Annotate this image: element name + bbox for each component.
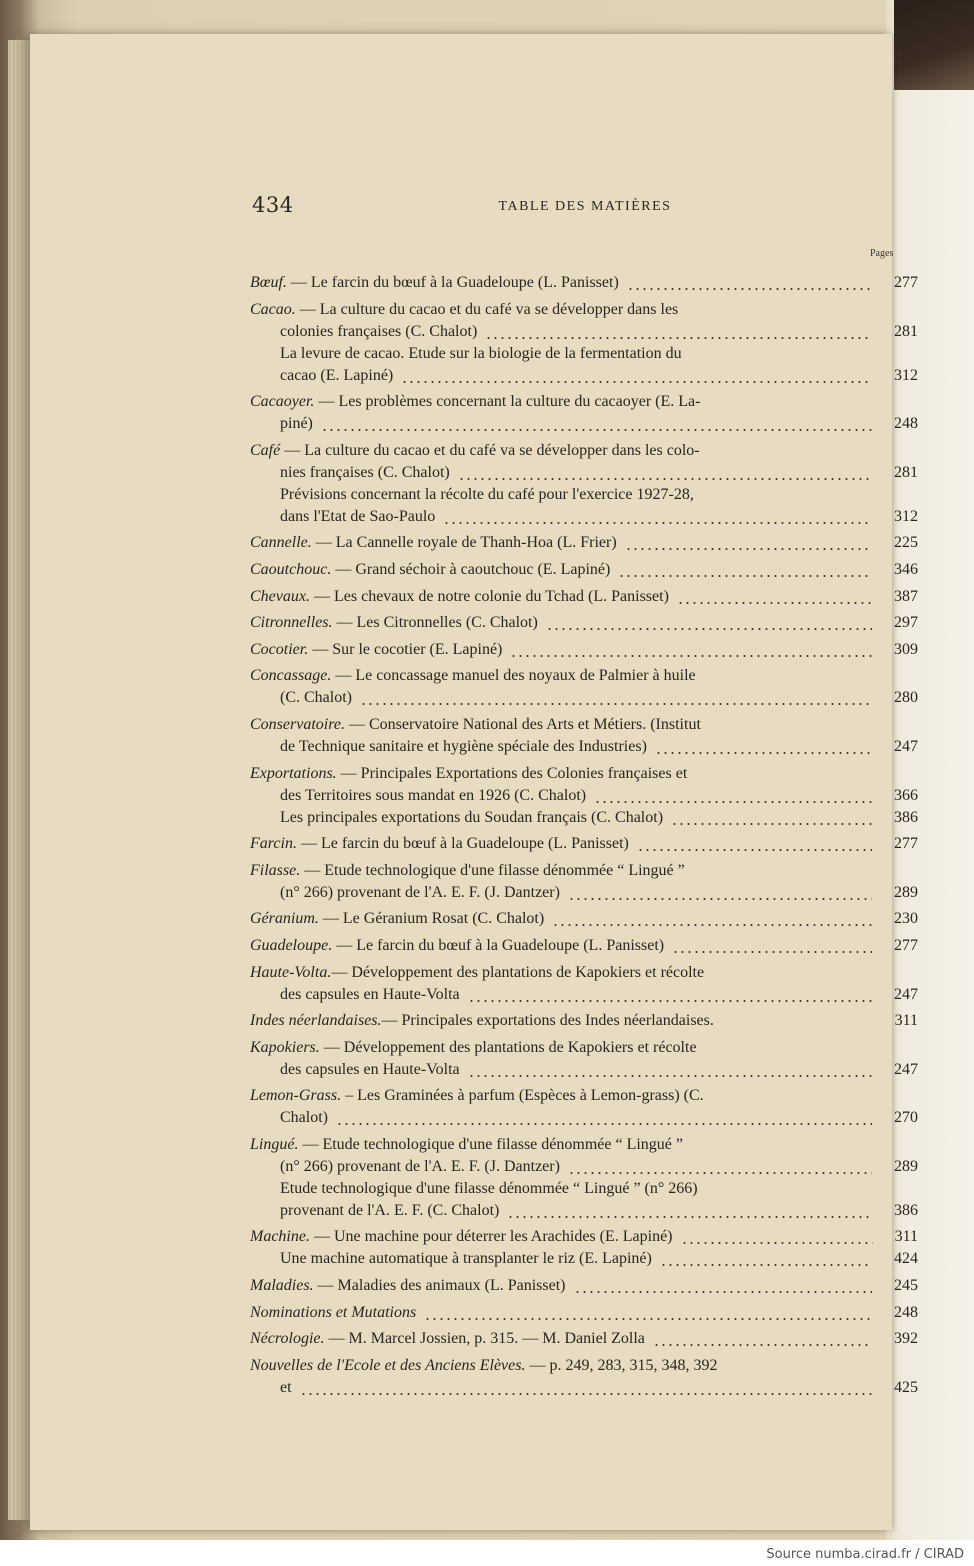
toc-line [250,908,918,930]
toc-keyword: Exportations. [250,764,337,782]
toc-line [250,833,918,855]
toc-line [250,860,918,882]
toc-line [250,1328,918,1350]
toc-keyword: Citronnelles. [250,614,333,632]
toc-keyword: Lemon-Grass. [250,1087,342,1105]
toc-entry [250,962,918,1006]
toc-entry [250,1302,918,1324]
toc-line [250,1200,918,1222]
toc-line-text: Cacaoyer. — Les problèmes concernant la culture du cacaoyer (E. La- [250,393,701,411]
toc-keyword: Bœuf. [250,274,287,291]
toc-page-number: 386 [894,808,918,826]
toc-line [250,984,918,1006]
leader-dots [300,1393,872,1395]
toc-entry [250,763,918,829]
leader-dots [655,752,872,754]
leader-dots [468,1075,872,1077]
toc-line [250,413,918,435]
toc-line-text: Indes néerlandaises.— Principales exportations des Indes néerlandaises. [250,1012,714,1030]
toc-line [250,272,918,294]
toc-entry [250,299,918,387]
toc-line-text: Cannelle. — La Cannelle royale de Thanh-Hoa (L. Frier) [250,534,617,552]
toc-line [250,586,918,608]
toc-entry [250,1010,918,1032]
toc-line [250,532,918,554]
toc-line-text: Lemon-Grass. – Les Graminées à parfum (Espèces à Lemon-grass) (C. [250,1087,704,1105]
leader-dots [485,337,872,339]
leader-dots [594,801,872,803]
toc-keyword: Cannelle. [250,534,312,552]
toc-keyword: Chevaux. [250,587,310,605]
leader-dots [360,703,872,705]
toc-keyword: Nécrologie. [250,1330,325,1348]
toc-page-number: 247 [894,1060,918,1078]
table-of-contents [250,272,918,1403]
toc-keyword: Nominations et Mutations [250,1303,417,1321]
toc-line [250,882,918,904]
toc-line [250,506,918,528]
toc-line-text: des capsules en Haute-Volta [280,985,460,1003]
toc-page-number: 386 [894,1201,918,1219]
leader-dots [568,898,872,900]
toc-line-text: piné) [280,415,313,433]
source-credit: Source numba.cirad.fr / CIRAD [766,1547,964,1562]
toc-entry [250,714,918,758]
leader-dots [546,628,872,630]
toc-entry [250,1226,918,1270]
leader-dots [468,1000,872,1002]
leader-dots [568,1172,872,1174]
leader-dots [627,288,872,290]
toc-page-number: 270 [894,1109,918,1127]
toc-entry [250,272,918,294]
toc-entry [250,665,918,709]
toc-page-number: 248 [894,415,918,433]
toc-page-number: 425 [894,1378,918,1396]
toc-page-number: 247 [894,985,918,1003]
toc-page-number: 311 [894,1228,918,1246]
leader-dots [677,602,872,604]
toc-line [250,612,918,634]
leader-dots [507,1216,872,1218]
toc-entry [250,1085,918,1129]
toc-page-number: 366 [894,786,918,804]
toc-entry [250,860,918,904]
toc-keyword: Farcin. [250,835,297,853]
running-title: TABLE DES MATIÈRES [498,199,672,214]
toc-page-number: 387 [894,587,918,605]
toc-line [250,807,918,829]
page-header [252,193,918,223]
toc-line [250,1302,918,1324]
toc-entry [250,935,918,957]
toc-page-number: 289 [894,883,918,901]
toc-line-text: dans l'Etat de Sao-Paulo [280,507,436,525]
toc-line-text: des Territoires sous mandat en 1926 (C. Chalot) [280,786,587,804]
pages-column-label: Pages [870,248,894,259]
toc-line-text: nies françaises (C. Chalot) [280,463,450,481]
toc-page-number: 289 [894,1157,918,1175]
toc-line-text [250,1304,422,1321]
toc-keyword: Indes néerlandaises. [250,1012,382,1030]
toc-line-text: colonies françaises (C. Chalot) [280,322,478,340]
toc-line-text: Kapokiers. — Développement des plantations de Kapokiers et récolte [250,1038,697,1056]
toc-line-text: provenant de l'A. E. F. (C. Chalot) [280,1201,500,1219]
toc-line-text: Citronnelles. — Les Citronnelles (C. Chalot) [250,614,538,632]
toc-entry [250,391,918,435]
toc-page-number: 225 [894,534,918,552]
toc-entry [250,1355,918,1399]
toc-page-number: 281 [894,322,918,340]
toc-line-text: Maladies. — Maladies des animaux (L. Panisset) [250,1277,566,1295]
toc-keyword: Nouvelles de l'Ecole et des Anciens Elèves. [250,1356,526,1374]
toc-line [250,1107,918,1129]
toc-page-number: 277 [894,835,918,853]
toc-keyword: Géranium. [250,910,319,928]
toc-line-text: Filasse. — Etude technologique d'une filasse dénommée “ Lingué ” [250,861,685,879]
leader-dots [671,823,872,825]
toc-line-text: Guadeloupe. — Le farcin du bœuf à la Guadeloupe (L. Panisset) [250,936,665,954]
toc-line-text: et [280,1378,292,1396]
toc-keyword: Concassage. [250,667,332,685]
toc-line-text: de Technique sanitaire et hygiène spéciale des Industries) [280,737,647,755]
toc-line [250,484,918,506]
toc-line-text: des capsules en Haute-Volta [280,1060,460,1078]
toc-line [250,687,918,709]
toc-line-text: Cacao. — La culture du cacao et du café va se développer dans les [250,300,679,318]
toc-entry [250,908,918,930]
toc-line [250,1226,918,1248]
toc-line-text: Une machine automatique à transplanter le riz (E. Lapiné) [280,1250,652,1268]
toc-line [250,714,918,736]
toc-page-number: 281 [894,463,918,481]
toc-page-number: 277 [894,936,918,954]
toc-page-number: 346 [894,560,918,578]
toc-line [250,665,918,687]
toc-line [250,1377,918,1399]
toc-line-text: Café — La culture du cacao et du café va se développer dans les colo- [250,441,700,459]
leader-dots [618,575,872,577]
page-number: 434 [252,193,294,217]
toc-keyword: Cocotier. [250,640,309,658]
scan-dark-corner [894,0,974,90]
toc-line [250,1059,918,1081]
toc-line [250,962,918,984]
toc-line-text: Farcin. — Le farcin du bœuf à la Guadeloupe (L. Panisset) [250,835,629,853]
toc-line [250,763,918,785]
toc-line [250,1010,918,1032]
leader-dots [637,849,872,851]
toc-line [250,391,918,413]
toc-line [250,462,918,484]
toc-line-text: Lingué. — Etude technologique d'une filasse dénommée “ Lingué ” [250,1135,683,1153]
toc-line-text: Chalot) [280,1109,328,1127]
leader-dots [681,1242,873,1244]
toc-line-text: (C. Chalot) [280,689,352,707]
toc-line-text: Bœuf. — Le farcin du bœuf à la Guadeloupe (L. Panisset) [250,274,619,291]
toc-line-text: Géranium. — Le Géranium Rosat (C. Chalot) [250,910,545,928]
leader-dots [625,548,872,550]
leader-dots [672,951,872,953]
toc-entry [250,1328,918,1350]
toc-line-text: Caoutchouc. — Grand séchoir à caoutchouc (E. Lapiné) [250,560,611,578]
toc-page-number: 247 [894,737,918,755]
leader-dots [401,381,872,383]
toc-line [250,343,918,365]
leader-dots [510,655,872,657]
toc-line [250,440,918,462]
toc-line-text: Etude technologique d'une filasse dénommée “ Lingué ” (n° 266) [280,1179,698,1197]
toc-line [250,1275,918,1297]
leader-dots [660,1264,872,1266]
toc-keyword: Filasse. [250,861,301,879]
toc-line-text: (n° 266) provenant de l'A. E. F. (J. Dantzer) [280,883,560,901]
toc-page-number: 424 [894,1250,918,1268]
toc-line-text: Prévisions concernant la récolte du café pour l'exercice 1927-28, [280,485,694,503]
toc-line-text: Chevaux. — Les chevaux de notre colonie du Tchad (L. Panisset) [250,587,669,605]
toc-line-text: cacao (E. Lapiné) [280,366,394,384]
toc-line [250,935,918,957]
toc-line-text: Concassage. — Le concassage manuel des noyaux de Palmier à huile [250,667,696,685]
toc-line [250,1248,918,1270]
toc-line [250,299,918,321]
toc-keyword: Kapokiers. [250,1038,320,1056]
toc-page-number: 230 [894,910,918,928]
toc-keyword: Haute-Volta. [250,963,332,981]
leader-dots [574,1291,873,1293]
toc-keyword: Café [250,441,281,459]
leader-dots [321,429,872,431]
toc-line [250,736,918,758]
toc-line-text: Exportations. — Principales Exportations des Colonies françaises et [250,764,688,782]
toc-keyword: Cacaoyer. [250,393,315,411]
toc-line-text: Cocotier. — Sur le cocotier (E. Lapiné) [250,640,503,658]
toc-page-number: 392 [894,1330,918,1348]
toc-entry [250,559,918,581]
toc-keyword: Maladies. [250,1277,314,1295]
toc-line-text: La levure de cacao. Etude sur la biologie de la fermentation du [280,344,682,362]
toc-page-number: 297 [894,614,918,632]
toc-line-text: Haute-Volta.— Développement des plantations de Kapokiers et récolte [250,963,705,981]
toc-page-number: 311 [894,1012,918,1030]
toc-line [250,1037,918,1059]
toc-line [250,1355,918,1377]
toc-entry [250,532,918,554]
toc-keyword: Cacao. [250,300,296,318]
toc-line-text: Nouvelles de l'Ecole et des Anciens Elèves. — p. 249, 283, 315, 348, 392 [250,1356,718,1374]
toc-line [250,785,918,807]
toc-line-text: Conservatoire. — Conservatoire National des Arts et Métiers. (Institut [250,715,701,733]
toc-line-text: Nécrologie. — M. Marcel Jossien, p. 315. — M. Daniel Zolla [250,1330,645,1348]
toc-line-text: Machine. — Une machine pour déterrer les Arachides (E. Lapiné) [250,1228,673,1246]
toc-keyword: Lingué. [250,1135,299,1153]
toc-line-text: (n° 266) provenant de l'A. E. F. (J. Dantzer) [280,1157,560,1175]
toc-line [250,1085,918,1107]
toc-keyword: Machine. [250,1228,310,1246]
leader-dots [443,522,872,524]
toc-entry [250,1134,918,1222]
toc-line [250,639,918,661]
toc-entry [250,440,918,528]
leader-dots [458,478,872,480]
leader-dots [653,1344,872,1346]
toc-page-number: 312 [894,507,918,525]
toc-keyword: Guadeloupe. [250,936,333,954]
toc-line [250,365,918,387]
toc-entry [250,586,918,608]
toc-page-number: 309 [894,640,918,658]
toc-line [250,1178,918,1200]
leader-dots [552,924,872,926]
toc-line [250,321,918,343]
toc-line [250,1134,918,1156]
toc-page-number: 280 [894,689,918,707]
toc-line-text: Les principales exportations du Soudan français (C. Chalot) [280,808,664,826]
leader-dots [336,1123,872,1125]
toc-page-number: 277 [894,274,918,291]
toc-keyword: Conservatoire. [250,715,345,733]
toc-entry [250,833,918,855]
toc-line [250,1156,918,1178]
toc-entry [250,1037,918,1081]
toc-line [250,559,918,581]
toc-page-number: 248 [894,1303,918,1321]
toc-page-number: 312 [894,366,918,384]
toc-entry [250,612,918,634]
leader-dots [424,1318,872,1320]
toc-entry [250,639,918,661]
toc-keyword: Caoutchouc. [250,560,332,578]
toc-page-number: 245 [894,1277,918,1295]
toc-entry [250,1275,918,1297]
